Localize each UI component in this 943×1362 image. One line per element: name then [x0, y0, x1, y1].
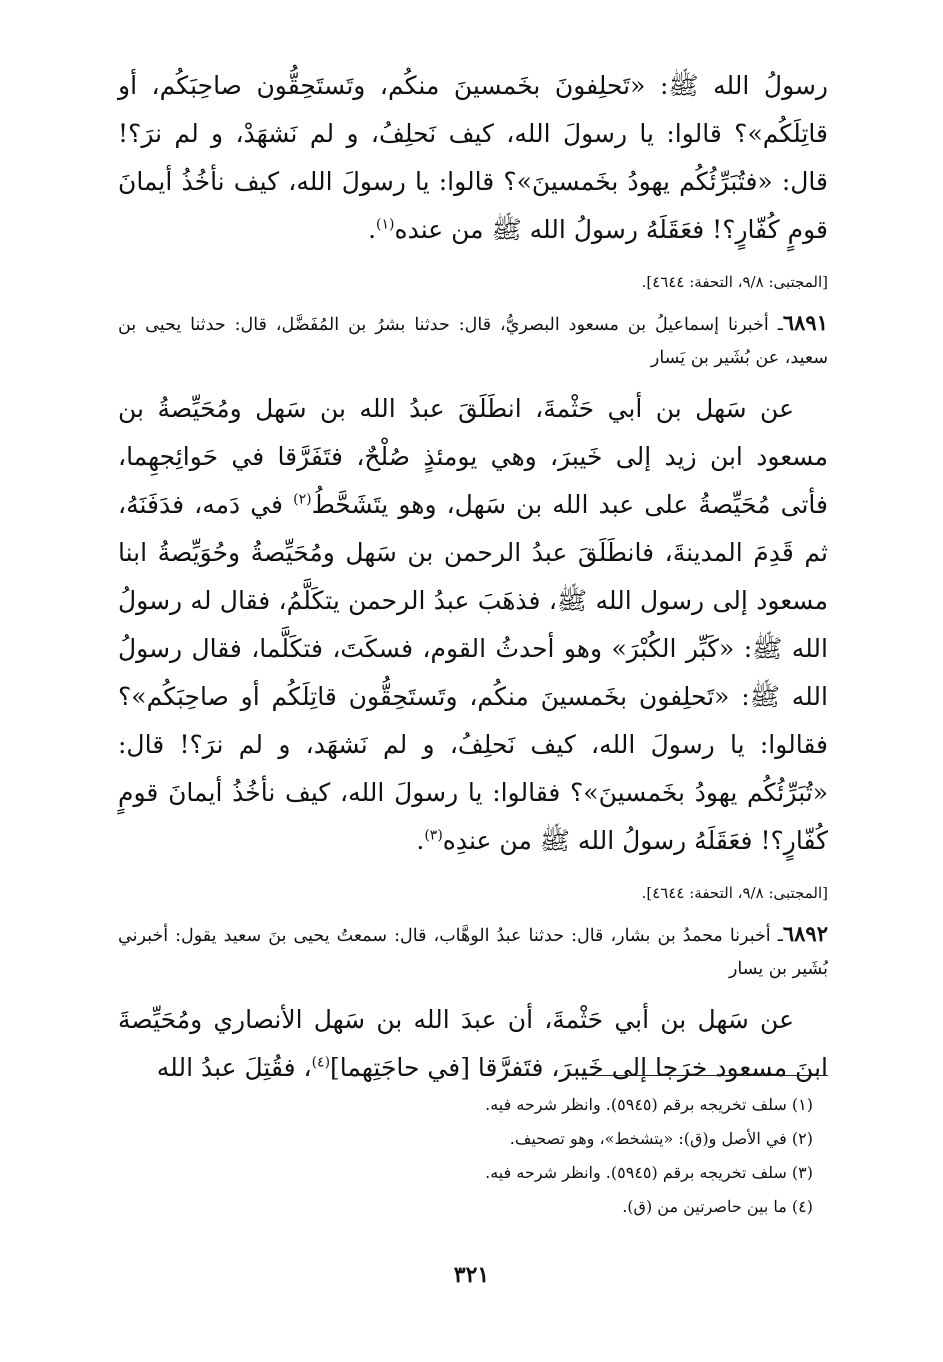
hadith-6892-isnad — [118, 917, 828, 986]
hadith-6891-isnad-text: ـ أخبرنا إسماعيلُ بن مسعود البصريُّ، قال: حدثنا بشرُ بن المُفَضَّل، قال: حدثنا يحيى بن سعيد، عن بُشَير بن يَسار — [118, 315, 828, 368]
hadith-6892-matn — [118, 996, 828, 1092]
hadith-6891-matn: عن سَهل بن أبي حَثْمةَ، انطَلَقَ عبدُ الله بن سَهل ومُحَيِّصةُ بن مسعود ابن زيد إلى خَيبرَ، وهي يومئذٍ صُلْحٌ، فتَفَرَّقا في حَوائِجهِما، فأتى مُحَيِّصةُ على عبد الله بن سَهل، وهو يتَشَحَّطُ$^{(٢)}$ في دَمه، فدَفَنَهُ، ثم قَدِمَ المدينةَ، فانطَلَقَ عبدُ الرحمن بن سَهل ومُحَيِّصةُ وحُوَيِّصةُ ابنا مسعود إلى رسول الله ﷺ، فذهَبَ عبدُ الرحمن يتكَلَّمُ، فقال له رسولُ الله ﷺ: «كَبِّر الكُبْرَ» وهو أحدثُ القوم، فسكَتَ، فتكَلَّما، فقال رسولُ الله ﷺ: «تَحلِفون بخَمسينَ منكُم، وتَستَحِقُّون قاتِلَكُم أو صاحِبَكُم»؟ فقالوا: يا رسولَ الله، كيف نَحلِفُ، و لم نَشهَد، و لم نرَ؟! قال: «تُبَرِّئُكُم يهودُ بخَمسينَ»؟ فقالوا: يا رسولَ الله، كيف نأخُذُ أيمانَ قومٍ كُفّارٍ؟! فعَقَلَهُ رسولُ الله ﷺ من عندِه$^{(٣)}$. — [118, 394, 828, 855]
footnote-2: (٢) في الأصل و(ق): «يتشخط»، وهو تصحيف. — [509, 1129, 813, 1148]
hadith-6892-matn-part2: ، فقُتِلَ عبدُ الله — [156, 1053, 312, 1082]
footnote-divider — [578, 1075, 828, 1076]
hadith-number-6891: ٦٨٩١ — [782, 310, 828, 335]
footnote-ref-2: (٢) — [293, 491, 312, 508]
intro-continuation-paragraph: رسولُ الله ﷺ: «تَحلِفونَ بخَمسينَ منكُم، وتَستَحِقُّون صاحِبَكُم، أو قاتِلَكُم»؟ قالوا: يا رسولَ الله، كيف نَحلِفُ، و لم نَشهَدْ، و لم نرَ؟! قال: «فتُبَرِّئُكُم يهودُ بخَمسينَ»؟ قالوا: يا رسولَ الله، كيف نأخُذُ أيمانَ قومٍ كُفّارٍ؟! فعَقَلَهُ رسولُ الله ﷺ من عنده$^{(١)}$. — [118, 71, 828, 244]
hadith-6891-matn-part1: عن سَهل بن أبي حَثْمةَ، انطَلَقَ عبدُ الله بن سَهل ومُحَيِّصةُ بن مسعود ابن زيد إلى خَيبرَ، وهي يومئذٍ صُلْحٌ، فتَفَرَّقا في حَوائِجهِما، فأتى مُحَيِّصةُ على عبد الله بن سَهل، وهو يتَشَحَّطُ — [118, 394, 828, 519]
footnotes-list — [123, 1088, 823, 1224]
hadith-6891-matn-part2: في دَمه، فدَفَنَهُ، ثم قَدِمَ المدينةَ، فانطَلَقَ عبدُ الرحمن بن سَهل ومُحَيِّصةُ وحُوَيِّصةُ ابنا مسعود إلى رسول الله ﷺ، فذهَبَ عبدُ الرحمن يتكَلَّمُ، فقال له رسولُ الله ﷺ: «كَبِّر الكُبْرَ» وهو أحدثُ القوم، فسكَتَ، فتكَلَّما، فقال رسولُ الله ﷺ: «تَحلِفون بخَمسينَ منكُم، وتَستَحِقُّون قاتِلَكُم أو صاحِبَكُم»؟ فقالوا: يا رسولَ الله، كيف نَحلِفُ، و لم نَشهَد، و لم نرَ؟! قال: «تُبَرِّئُكُم يهودُ بخَمسينَ»؟ فقالوا: يا رسولَ الله، كيف نأخُذُ أيمانَ قومٍ كُفّارٍ؟! فعَقَلَهُ رسولُ الله ﷺ من عندِه — [118, 490, 828, 855]
source-note-2: [المجتبى: ٩/٨، التحفة: ٤٦٤٤]. — [641, 884, 828, 902]
hadith-number-6892: ٦٨٩٢ — [782, 921, 828, 946]
page-number: ٣٢١ — [453, 1262, 490, 1288]
footnote-ref-4: (٤) — [311, 1054, 331, 1071]
footnote-ref-1: (١) — [376, 216, 395, 233]
hadith-6892-isnad-text: ـ أخبرنا محمدُ بن بشار، قال: حدثنا عبدُ الوهَّاب، قال: سمعتُ يحيى بنَ سعيد يقول: أخبرني بُشَير بن يسار — [118, 926, 828, 979]
intro-continuation-text: رسولُ الله ﷺ: «تَحلِفونَ بخَمسينَ منكُم، وتَستَحِقُّون صاحِبَكُم، أو قاتِلَكُم»؟ قالوا: يا رسولَ الله، كيف نَحلِفُ، و لم نَشهَدْ، و لم نرَ؟! قال: «فتُبَرِّئُكُم يهودُ بخَمسينَ»؟ قالوا: يا رسولَ الله، كيف نأخُذُ أيمانَ قومٍ كُفّارٍ؟! فعَقَلَهُ رسولُ الله ﷺ من عنده — [118, 71, 828, 244]
hadith-6891-isnad — [118, 306, 828, 375]
footnote-1: (١) سلف تخريجه برقم (٥٩٤٥). وانظر شرحه فيه. — [485, 1095, 813, 1114]
footnote-3: (٣) سلف تخريجه برقم (٥٩٤٥). وانظر شرحه فيه. — [485, 1163, 813, 1182]
footnote-4: (٤) ما بين حاصرتين من (ق). — [622, 1197, 813, 1216]
footnote-ref-3: (٣) — [424, 827, 443, 844]
hadith-6892-matn-part1: عن سَهل بن أبي حَثْمةَ، أن عبدَ الله بن سَهل الأنصاري ومُحَيِّصةَ ابنَ مسعود خرَجا إلى خَيبرَ، فتَفرَّقا [في حاجَتِهما] — [118, 1005, 828, 1082]
page-content — [118, 62, 828, 1092]
source-note-1: [المجتبى: ٩/٨، التحفة: ٤٦٤٤]. — [641, 273, 828, 291]
